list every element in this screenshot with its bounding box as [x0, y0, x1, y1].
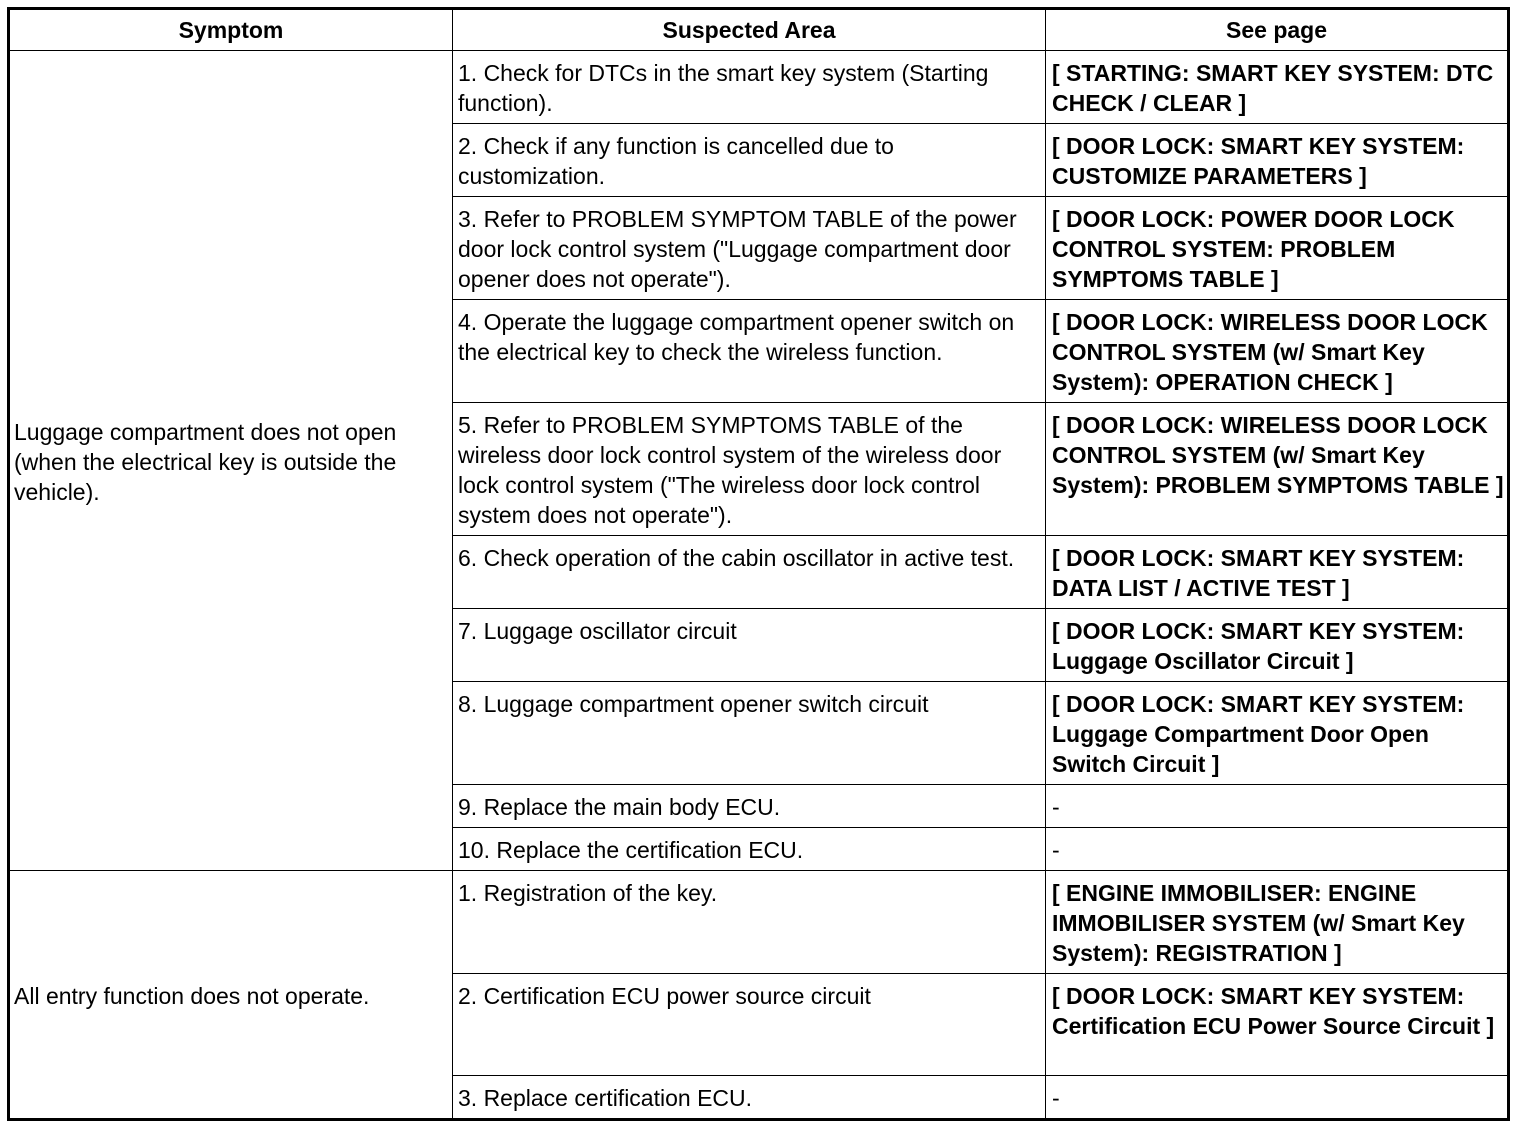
table-row — [9, 871, 1509, 974]
suspected-area-cell: 1. Check for DTCs in the smart key system (Starting function). — [453, 51, 1046, 124]
table-row — [9, 51, 1509, 124]
suspected-area-cell: 9. Replace the main body ECU. — [453, 785, 1046, 828]
header-symptom: Symptom — [9, 9, 453, 51]
see-page-cell: [ DOOR LOCK: POWER DOOR LOCK CONTROL SYSTEM: PROBLEM SYMPTOMS TABLE ] — [1046, 197, 1509, 300]
see-page-cell: [ DOOR LOCK: WIRELESS DOOR LOCK CONTROL SYSTEM (w/ Smart Key System): PROBLEM SYMPTOMS TABLE ] — [1046, 403, 1509, 536]
see-page-cell: - — [1046, 785, 1509, 828]
header-see-page: See page — [1046, 9, 1509, 51]
see-page-cell: [ ENGINE IMMOBILISER: ENGINE IMMOBILISER SYSTEM (w/ Smart Key System): REGISTRATION ] — [1046, 871, 1509, 974]
symptom-cell: Luggage compartment does not open (when the electrical key is outside the vehicle). — [9, 51, 453, 871]
see-page-cell: - — [1046, 828, 1509, 871]
table-body — [9, 51, 1509, 1120]
symptom-cell: All entry function does not operate. — [9, 871, 453, 1120]
suspected-area-cell: 4. Operate the luggage compartment opener switch on the electrical key to check the wireless function. — [453, 300, 1046, 403]
suspected-area-cell: 2. Certification ECU power source circuit — [453, 974, 1046, 1076]
see-page-cell: [ DOOR LOCK: SMART KEY SYSTEM: CUSTOMIZE PARAMETERS ] — [1046, 124, 1509, 197]
see-page-cell: - — [1046, 1076, 1509, 1120]
suspected-area-cell: 3. Refer to PROBLEM SYMPTOM TABLE of the power door lock control system ("Luggage compartment door opener does not operate"). — [453, 197, 1046, 300]
suspected-area-cell: 1. Registration of the key. — [453, 871, 1046, 974]
suspected-area-cell: 10. Replace the certification ECU. — [453, 828, 1046, 871]
suspected-area-cell: 2. Check if any function is cancelled due to customization. — [453, 124, 1046, 197]
symptom-table — [7, 7, 1510, 1121]
see-page-cell: [ DOOR LOCK: SMART KEY SYSTEM: Luggage Compartment Door Open Switch Circuit ] — [1046, 682, 1509, 785]
suspected-area-cell: 8. Luggage compartment opener switch circuit — [453, 682, 1046, 785]
header-row — [9, 9, 1509, 51]
see-page-cell: [ DOOR LOCK: SMART KEY SYSTEM: DATA LIST / ACTIVE TEST ] — [1046, 536, 1509, 609]
suspected-area-cell: 7. Luggage oscillator circuit — [453, 609, 1046, 682]
suspected-area-cell: 3. Replace certification ECU. — [453, 1076, 1046, 1120]
see-page-cell: [ DOOR LOCK: SMART KEY SYSTEM: Luggage Oscillator Circuit ] — [1046, 609, 1509, 682]
suspected-area-cell: 5. Refer to PROBLEM SYMPTOMS TABLE of the wireless door lock control system of the wireless door lock control system ("The wireless door lock control system does not operate"). — [453, 403, 1046, 536]
header-suspected-area: Suspected Area — [453, 9, 1046, 51]
see-page-cell: [ DOOR LOCK: SMART KEY SYSTEM: Certification ECU Power Source Circuit ] — [1046, 974, 1509, 1076]
see-page-cell: [ DOOR LOCK: WIRELESS DOOR LOCK CONTROL SYSTEM (w/ Smart Key System): OPERATION CHECK ] — [1046, 300, 1509, 403]
see-page-cell: [ STARTING: SMART KEY SYSTEM: DTC CHECK / CLEAR ] — [1046, 51, 1509, 124]
suspected-area-cell: 6. Check operation of the cabin oscillator in active test. — [453, 536, 1046, 609]
